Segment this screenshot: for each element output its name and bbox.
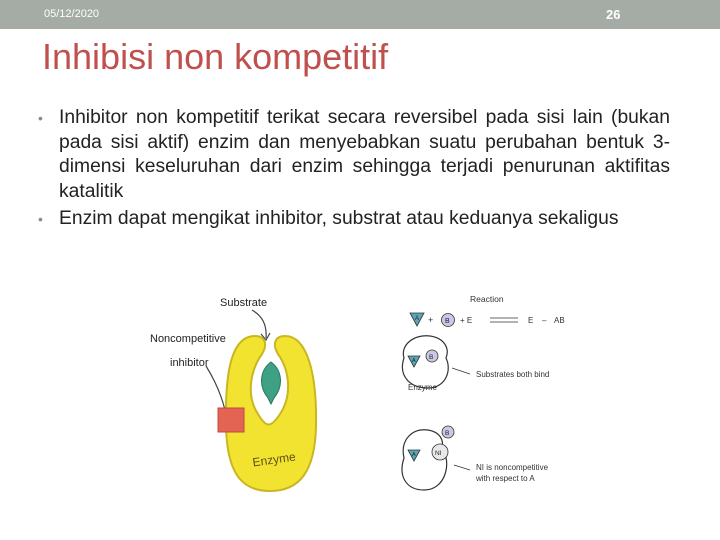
svg-text:AB: AB — [554, 316, 565, 325]
slide-date: 05/12/2020 — [44, 8, 100, 20]
inhibitor-arrow — [206, 366, 225, 410]
svg-text:B: B — [445, 430, 450, 437]
caption-noncompetitive-1: NI is noncompetitive — [476, 463, 549, 472]
inhibitor-label-line1: Noncompetitive — [150, 333, 226, 345]
enzyme-small-label: Enzyme — [408, 383, 437, 392]
inhibitor-label-line2: inhibitor — [170, 357, 209, 369]
reaction-title: Reaction — [470, 294, 504, 304]
bullet-list — [38, 106, 670, 234]
caption-noncompetitive-2: with respect to A — [476, 474, 535, 483]
enzyme-inhibitor-diagram — [140, 286, 370, 526]
svg-text:A: A — [415, 316, 420, 322]
svg-text:B: B — [445, 318, 450, 325]
bullet-item: • Enzim dapat mengikat inhibitor, substrat atau keduanya sekaligus — [38, 207, 670, 232]
slide-number: 26 — [606, 7, 621, 22]
svg-text:A: A — [412, 452, 416, 458]
caption-substrates-bind: Substrates both bind — [476, 370, 550, 379]
caption-pointer — [452, 368, 470, 374]
svg-text:B: B — [429, 354, 434, 361]
svg-text:+ E: + E — [460, 316, 473, 325]
substrate-shape — [262, 362, 281, 404]
svg-text:NI: NI — [435, 450, 442, 457]
substrate-label: Substrate — [220, 297, 268, 309]
substrate-arrow — [252, 310, 266, 338]
enzyme-label: Enzyme — [251, 449, 297, 470]
bullet-item: • Inhibitor non kompetitif terikat secara reversibel pada sisi lain (bukan pada sisi aktif) enzim dan menyebabkan suatu perubahan bentuk 3-dimensi keseluruhan dari enzim sehingga terjadi penurunan aktifitas katalitik — [38, 106, 670, 205]
reaction-scheme-diagram — [394, 290, 594, 500]
header-bar — [0, 0, 720, 29]
enzyme-outline — [402, 336, 448, 388]
svg-text:–: – — [542, 316, 547, 325]
svg-text:+: + — [428, 315, 434, 325]
svg-text:A: A — [412, 358, 416, 364]
slide-title: Inhibisi non kompetitif — [42, 36, 389, 77]
inhibitor-shape — [218, 408, 244, 432]
svg-text:E: E — [528, 316, 534, 325]
